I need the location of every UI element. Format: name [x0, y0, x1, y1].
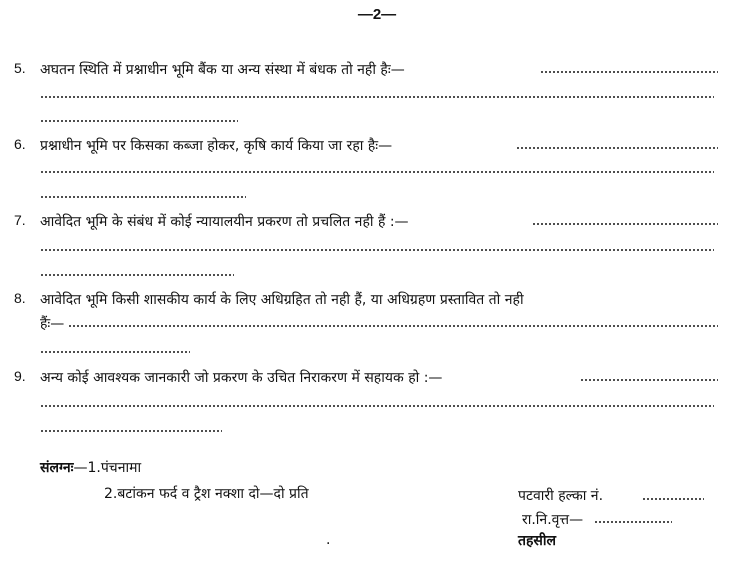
attachment-item-1: —1.पंचनामा — [73, 460, 142, 476]
question-number: 8. — [14, 290, 26, 306]
answer-line — [532, 223, 718, 225]
attachments-label: संलग्नः — [40, 460, 74, 476]
answer-line — [40, 249, 714, 251]
answer-line — [40, 171, 714, 173]
question-number: 5. — [14, 60, 26, 76]
patwari-label: पटवारी हल्का नं. — [518, 488, 604, 504]
answer-line — [40, 274, 234, 276]
answer-line — [68, 325, 718, 327]
answer-line — [40, 96, 714, 98]
answer-line — [40, 196, 246, 198]
question-number: 7. — [14, 212, 26, 228]
rnv-blank — [594, 521, 672, 523]
rnv-label: रा.नि.वृत्त— — [522, 512, 584, 528]
answer-line — [540, 71, 718, 73]
question-text: आवेदित भूमि के संबंध में कोई न्यायालयीन प्रकरण तो प्रचलित नही हैं :— — [40, 214, 409, 230]
answer-line — [40, 120, 238, 122]
question-text: आवेदित भूमि किसी शासकीय कार्य के लिए अधिग्रहित तो नही हैं, या अधिग्रहण प्रस्तावित तो नही — [40, 292, 524, 308]
answer-line — [580, 379, 718, 381]
attachments — [40, 458, 141, 477]
tehsil-label: तहसील — [518, 533, 556, 549]
stray-mark: . — [326, 532, 331, 548]
question-number: 6. — [14, 136, 26, 152]
question-text: अघतन स्थिति में प्रश्नाधीन भूमि बैंक या अन्य संस्था में बंधक तो नही हैः— — [40, 62, 405, 78]
answer-line — [40, 405, 714, 407]
answer-line — [40, 351, 190, 353]
question-number: 9. — [14, 368, 26, 384]
answer-line — [516, 147, 718, 149]
question-text-continued: हैंः— — [40, 316, 65, 332]
question-text: अन्य कोई आवश्यक जानकारी जो प्रकरण के उचित निराकरण में सहायक हो :— — [40, 370, 443, 386]
patwari-blank — [642, 498, 704, 500]
attachment-item-2: 2.बटांकन फर्द व ट्रैश नक्शा दो—दो प्रति — [104, 486, 309, 502]
page-number: —2— — [357, 6, 397, 23]
question-text: प्रश्नाधीन भूमि पर किसका कब्जा होकर, कृषि कार्य किया जा रहा हैः— — [40, 138, 393, 154]
answer-line — [40, 430, 222, 432]
